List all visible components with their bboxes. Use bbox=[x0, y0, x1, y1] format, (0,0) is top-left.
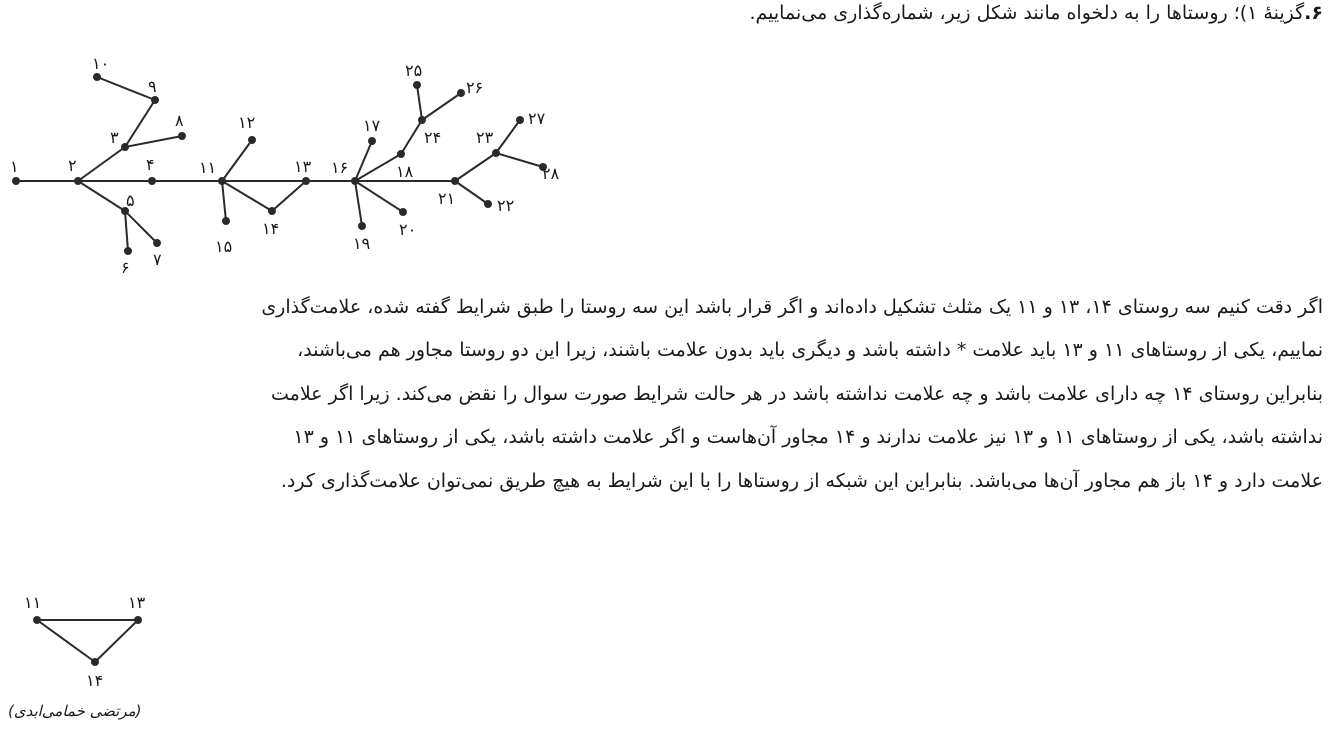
triangle-label-11: ۱۱ bbox=[24, 593, 42, 612]
node-7 bbox=[153, 239, 161, 247]
triangle-node-11 bbox=[33, 616, 41, 624]
paragraph-line-2: نماییم، یکی از روستاهای ۱۱ و ۱۳ باید علامت * داشته باشد و دیگری باید بدون علامت باشند، زیرا این دو روستا مجاور هم می‌باشند، bbox=[297, 339, 1323, 361]
label-10: ۱۰ bbox=[92, 54, 110, 73]
label-17: ۱۷ bbox=[363, 116, 381, 135]
label-20: ۲۰ bbox=[399, 220, 417, 239]
node-14 bbox=[268, 207, 276, 215]
label-16: ۱۶ bbox=[331, 158, 349, 177]
node-17 bbox=[368, 137, 376, 145]
node-23 bbox=[492, 149, 500, 157]
node-24 bbox=[418, 116, 426, 124]
node-4 bbox=[148, 177, 156, 185]
node-16 bbox=[351, 177, 359, 185]
paragraph-line-4: نداشته باشد، یکی از روستاهای ۱۱ و ۱۳ نیز علامت ندارند و ۱۴ مجاور آن‌هاست و اگر علامت داشته باشد، یکی از روستاهای ۱۱ و ۱۳ bbox=[293, 426, 1323, 448]
node-20 bbox=[399, 208, 407, 216]
label-21: ۲۱ bbox=[438, 189, 456, 208]
label-4: ۴ bbox=[146, 155, 155, 174]
label-9: ۹ bbox=[148, 77, 157, 96]
node-25 bbox=[413, 81, 421, 89]
node-12 bbox=[248, 136, 256, 144]
node-1 bbox=[12, 177, 20, 185]
label-6: ۶ bbox=[121, 258, 130, 277]
node-8 bbox=[178, 132, 186, 140]
label-14: ۱۴ bbox=[262, 219, 280, 238]
label-28: ۲۸ bbox=[542, 164, 560, 183]
question-number: ۶. bbox=[1304, 2, 1323, 24]
paragraph-line-1: اگر دقت کنیم سه روستای ۱۴، ۱۳ و ۱۱ یک مثلث تشکیل داده‌اند و اگر قرار باشد این سه روستا را طبق شرایط گفته شده، علامت‌گذاری bbox=[261, 296, 1323, 318]
node-18 bbox=[397, 150, 405, 158]
node-22 bbox=[484, 200, 492, 208]
node-21 bbox=[451, 177, 459, 185]
node-26 bbox=[457, 89, 465, 97]
node-13 bbox=[302, 177, 310, 185]
label-25: ۲۵ bbox=[405, 61, 423, 80]
triangle-label-13: ۱۳ bbox=[128, 593, 146, 612]
question-title-text: گزینهٔ ۱)؛ روستاها را به دلخواه مانند شکل زیر، شماره‌گذاری می‌نماییم. bbox=[749, 2, 1305, 24]
label-13: ۱۳ bbox=[294, 157, 312, 176]
label-26: ۲۶ bbox=[466, 78, 484, 97]
label-7: ۷ bbox=[153, 250, 162, 269]
triangle-node-13 bbox=[134, 616, 142, 624]
label-2: ۲ bbox=[68, 156, 77, 175]
label-24: ۲۴ bbox=[424, 128, 442, 147]
node-10 bbox=[93, 73, 101, 81]
paragraph-line-5: علامت دارد و ۱۴ باز هم مجاور آن‌ها می‌باشد. بنابراین این شبکه از روستاها را با این شرایط به هیچ طریق نمی‌توان علامت‌گذاری کرد. bbox=[280, 470, 1323, 492]
author-credit: (مرتضی خمامی‌ابدی) bbox=[8, 702, 142, 720]
label-22: ۲۲ bbox=[497, 196, 515, 215]
label-3: ۳ bbox=[110, 128, 119, 147]
label-23: ۲۳ bbox=[476, 128, 494, 147]
paragraph-line-3: بنابراین روستای ۱۴ چه دارای علامت باشد و چه علامت نداشته باشد در هر حالت شرایط صورت سوال را نقض می‌کند. زیرا اگر علامت bbox=[271, 383, 1323, 405]
label-5: ۵ bbox=[126, 191, 135, 210]
node-2 bbox=[74, 177, 82, 185]
label-15: ۱۵ bbox=[215, 237, 233, 256]
node-9 bbox=[151, 96, 159, 104]
label-1: ۱ bbox=[10, 157, 19, 176]
triangle-node-14 bbox=[91, 658, 99, 666]
triangle-label-14: ۱۴ bbox=[86, 671, 104, 690]
village-tree-diagram bbox=[0, 0, 600, 277]
label-27: ۲۷ bbox=[528, 109, 546, 128]
label-11: ۱۱ bbox=[199, 158, 217, 177]
label-18: ۱۸ bbox=[396, 162, 414, 181]
node-6 bbox=[124, 247, 132, 255]
label-12: ۱۲ bbox=[238, 113, 256, 132]
label-19: ۱۹ bbox=[353, 234, 371, 253]
label-8: ۸ bbox=[175, 111, 184, 130]
node-15 bbox=[222, 217, 230, 225]
node-19 bbox=[358, 222, 366, 230]
node-3 bbox=[121, 143, 129, 151]
question-title bbox=[749, 2, 1323, 24]
node-11 bbox=[218, 177, 226, 185]
node-27 bbox=[516, 116, 524, 124]
triangle-diagram bbox=[0, 590, 200, 690]
